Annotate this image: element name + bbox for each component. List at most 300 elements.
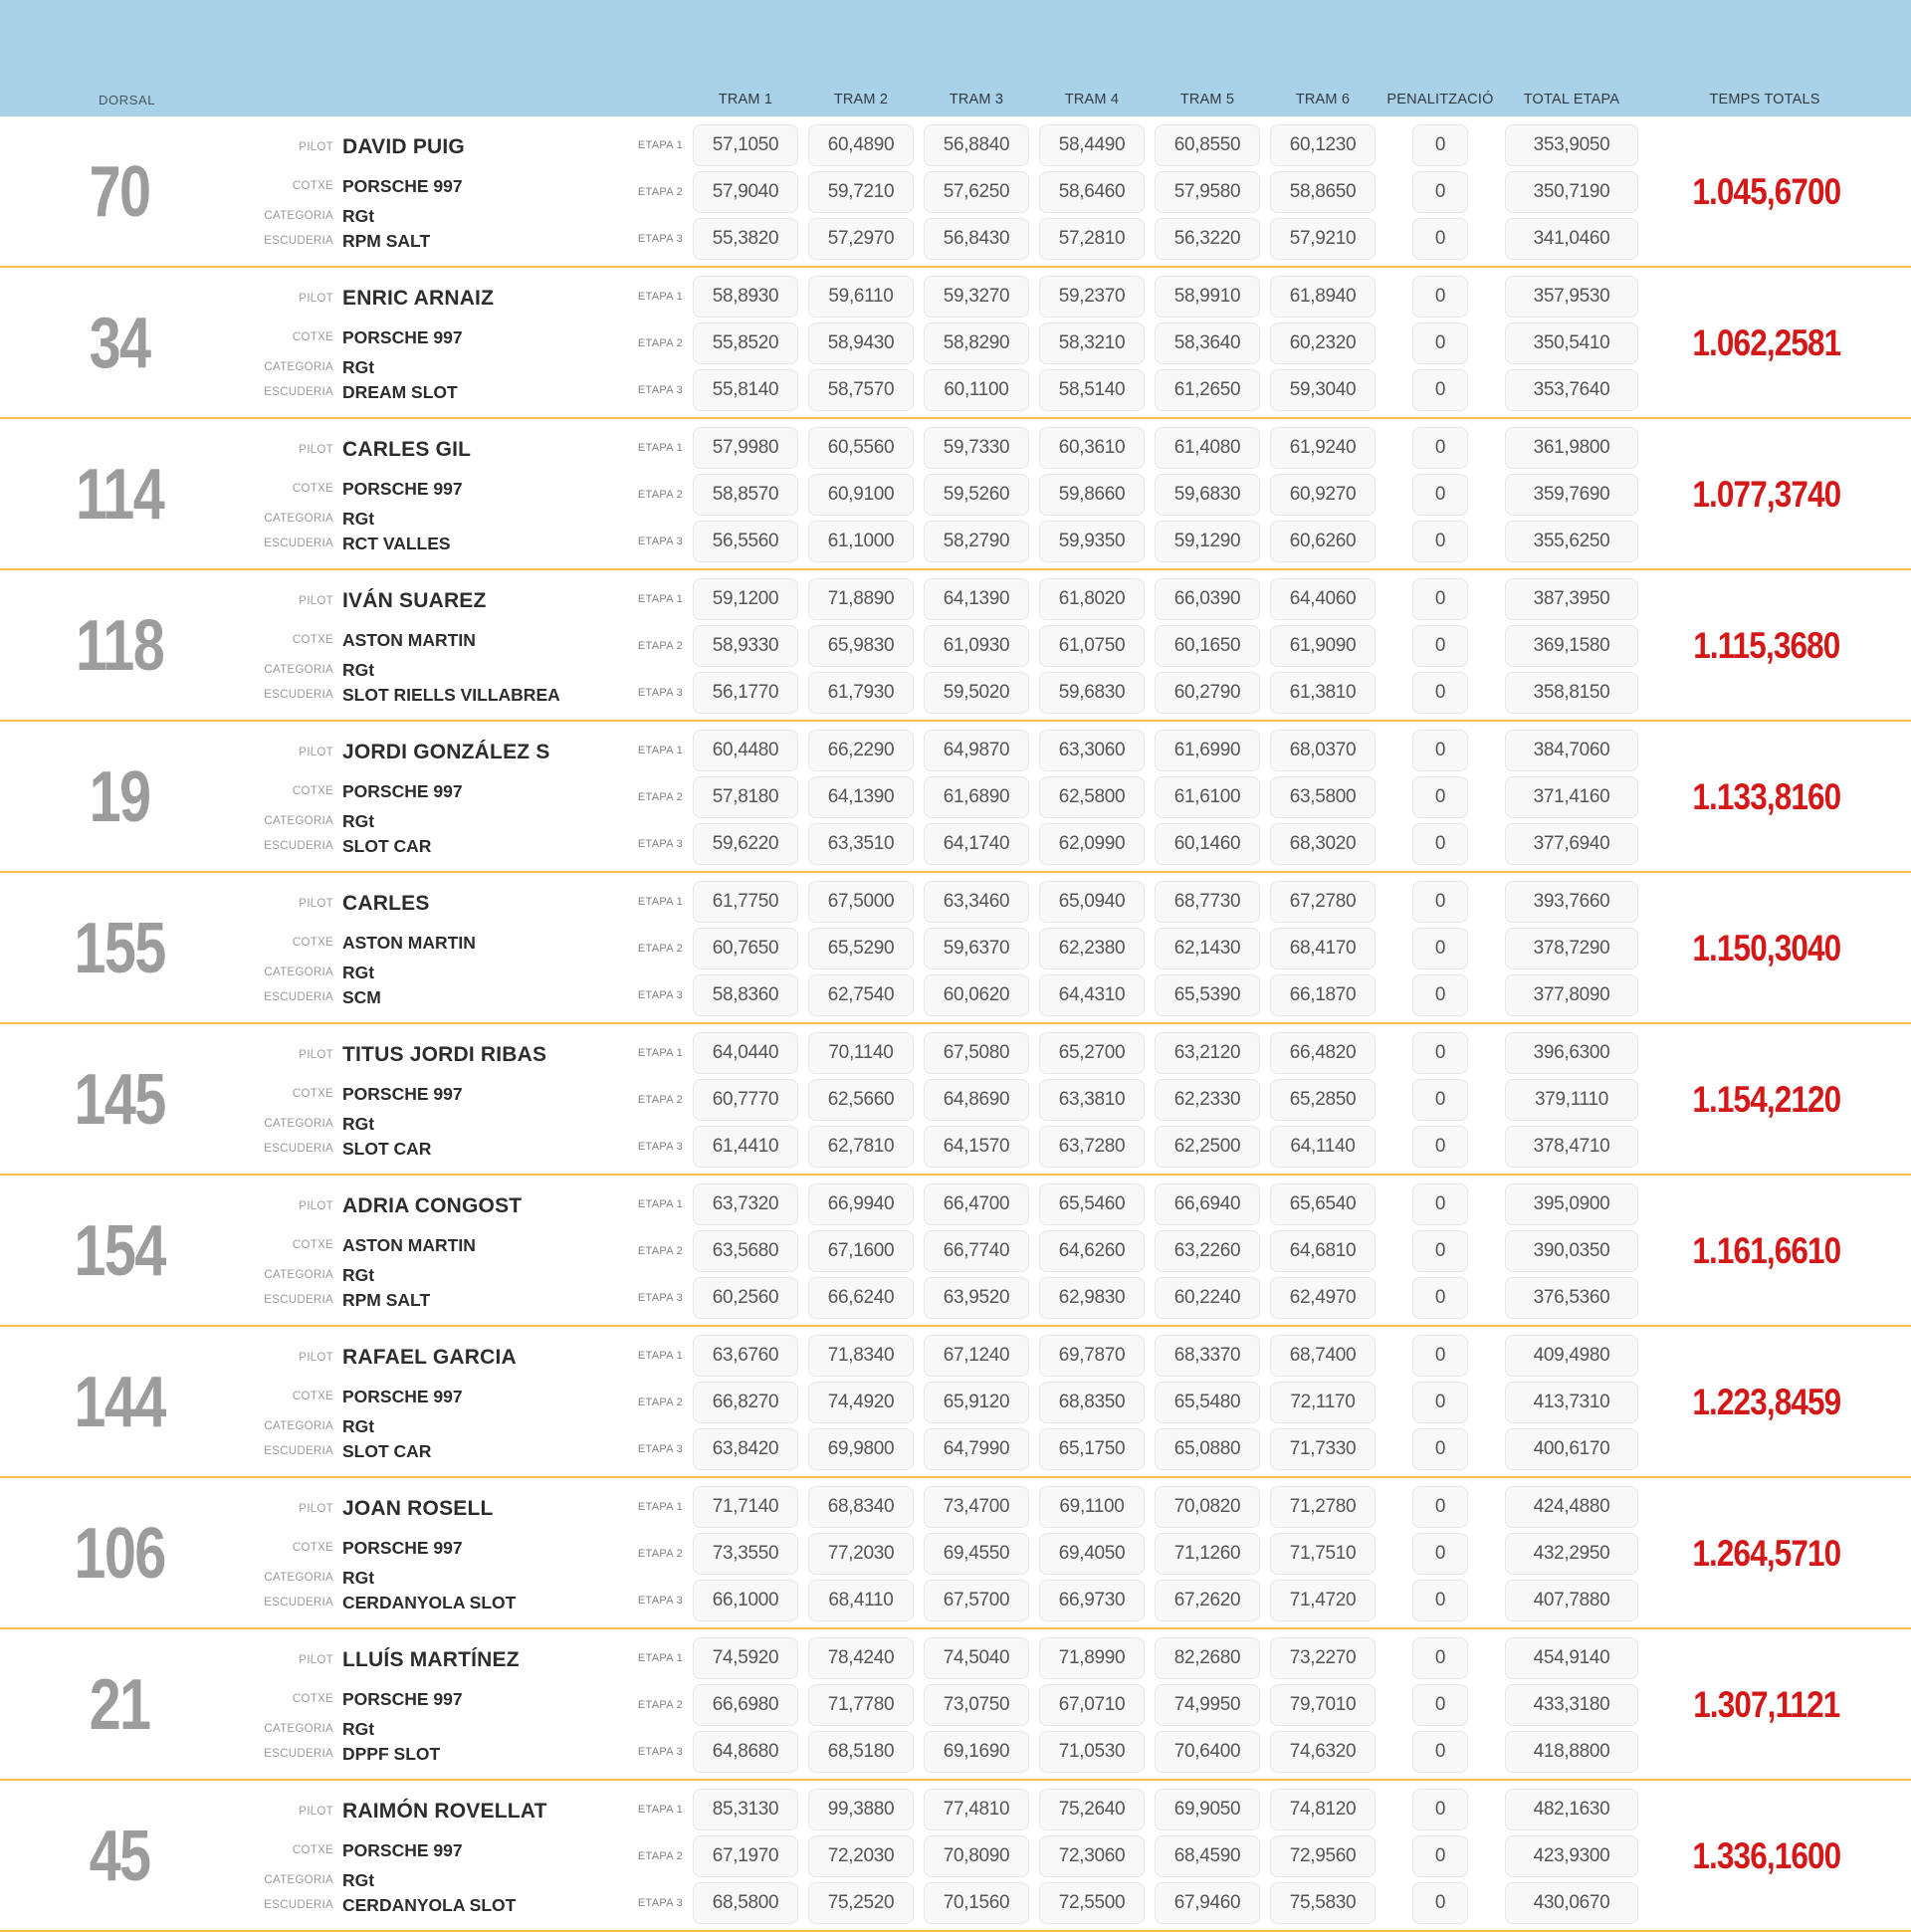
tram-time-cell: 68,7730 bbox=[1155, 881, 1260, 923]
team-name: CERDANYOLA SLOT bbox=[342, 1894, 517, 1915]
etapa-label: ETAPA 2 bbox=[637, 186, 683, 198]
team-name: DPPF SLOT bbox=[342, 1743, 441, 1764]
total-time: 1.161,6610 bbox=[1692, 1230, 1841, 1271]
tram-time-cell: 56,8430 bbox=[924, 218, 1029, 260]
dorsal-number: 106 bbox=[74, 1514, 165, 1594]
tram-time-cell: 64,6810 bbox=[1270, 1230, 1376, 1272]
penalty-cell: 0 bbox=[1412, 1335, 1468, 1377]
tram-time-cell: 55,3820 bbox=[693, 218, 798, 260]
etapa-label: ETAPA 3 bbox=[637, 233, 683, 245]
stage-total-cell: 395,0900 bbox=[1505, 1183, 1638, 1225]
tram-time-cell: 57,1050 bbox=[693, 124, 798, 166]
competitor-row bbox=[0, 419, 1911, 570]
etapa-label: ETAPA 1 bbox=[637, 291, 683, 303]
tram-time-cell: 58,3210 bbox=[1039, 322, 1145, 364]
pilot-label: PILOT bbox=[299, 747, 333, 758]
tram-time-cell: 64,1140 bbox=[1270, 1126, 1376, 1168]
total-time: 1.150,3040 bbox=[1692, 928, 1841, 968]
tram-time-cell: 68,0370 bbox=[1270, 730, 1376, 771]
tram-time-cell: 65,2700 bbox=[1039, 1032, 1145, 1074]
tram-time-cell: 60,9270 bbox=[1270, 474, 1376, 516]
pilot-name: JOAN ROSELL bbox=[342, 1497, 494, 1520]
etapa-label: ETAPA 2 bbox=[637, 489, 683, 501]
tram-time-cell: 71,7510 bbox=[1270, 1533, 1376, 1575]
column-header-tram-2: TRAM 2 bbox=[833, 92, 889, 107]
tram-time-cell: 70,1140 bbox=[808, 1032, 914, 1074]
tram-time-cell: 63,7320 bbox=[693, 1183, 798, 1225]
category-label: CATEGORIA bbox=[264, 1269, 333, 1281]
penalty-cell: 0 bbox=[1412, 928, 1468, 969]
tram-time-cell: 75,5830 bbox=[1270, 1882, 1376, 1924]
car-name: ASTON MARTIN bbox=[342, 932, 476, 953]
stage-total-cell: 369,1580 bbox=[1505, 625, 1638, 667]
penalty-cell: 0 bbox=[1412, 1637, 1468, 1679]
team-label: ESCUDERIA bbox=[264, 991, 333, 1003]
etapa-label: ETAPA 1 bbox=[637, 1350, 683, 1362]
column-header-tram-5: TRAM 5 bbox=[1179, 92, 1235, 107]
team-label: ESCUDERIA bbox=[264, 537, 333, 549]
team-label: ESCUDERIA bbox=[264, 1445, 333, 1457]
pilot-name: RAIMÓN ROVELLAT bbox=[342, 1800, 547, 1823]
etapa-label: ETAPA 1 bbox=[637, 442, 683, 454]
tram-time-cell: 58,4490 bbox=[1039, 124, 1145, 166]
tram-time-cell: 63,5680 bbox=[693, 1230, 798, 1272]
penalty-cell: 0 bbox=[1412, 1126, 1468, 1168]
stage-total-cell: 393,7660 bbox=[1505, 881, 1638, 923]
tram-time-cell: 59,8660 bbox=[1039, 474, 1145, 516]
team-label: ESCUDERIA bbox=[264, 1899, 333, 1911]
penalty-cell: 0 bbox=[1412, 1428, 1468, 1470]
tram-time-cell: 70,1560 bbox=[924, 1882, 1029, 1924]
stage-total-cell: 350,5410 bbox=[1505, 322, 1638, 364]
category-name: RGt bbox=[342, 356, 375, 377]
stage-total-cell: 377,8090 bbox=[1505, 974, 1638, 1016]
tram-time-cell: 67,9460 bbox=[1155, 1882, 1260, 1924]
team-label: ESCUDERIA bbox=[264, 1143, 333, 1155]
pilot-name: ENRIC ARNAIZ bbox=[342, 287, 495, 310]
penalty-cell: 0 bbox=[1412, 1731, 1468, 1773]
dorsal-number: 144 bbox=[74, 1363, 165, 1442]
tram-time-cell: 59,5020 bbox=[924, 672, 1029, 714]
stage-total-cell: 355,6250 bbox=[1505, 521, 1638, 562]
competitor-row bbox=[0, 1327, 1911, 1478]
competitor-row bbox=[0, 1176, 1911, 1327]
category-label: CATEGORIA bbox=[264, 966, 333, 978]
tram-time-cell: 60,7650 bbox=[693, 928, 798, 969]
tram-time-cell: 57,6250 bbox=[924, 171, 1029, 213]
competitor-info bbox=[249, 730, 601, 865]
tram-time-cell: 75,2640 bbox=[1039, 1789, 1145, 1830]
team-name: RPM SALT bbox=[342, 1289, 431, 1310]
stage-total-cell: 387,3950 bbox=[1505, 578, 1638, 620]
tram-time-cell: 61,9090 bbox=[1270, 625, 1376, 667]
tram-time-cell: 60,7770 bbox=[693, 1079, 798, 1121]
stage-total-cell: 418,8800 bbox=[1505, 1731, 1638, 1773]
tram-time-cell: 65,0940 bbox=[1039, 881, 1145, 923]
tram-time-cell: 59,7210 bbox=[808, 171, 914, 213]
car-name: PORSCHE 997 bbox=[342, 1386, 463, 1406]
tram-time-cell: 60,1460 bbox=[1155, 823, 1260, 865]
tram-time-cell: 56,3220 bbox=[1155, 218, 1260, 260]
tram-time-cell: 59,3040 bbox=[1270, 369, 1376, 411]
tram-time-cell: 60,2320 bbox=[1270, 322, 1376, 364]
tram-time-cell: 61,6990 bbox=[1155, 730, 1260, 771]
tram-time-cell: 56,1770 bbox=[693, 672, 798, 714]
tram-time-cell: 57,9580 bbox=[1155, 171, 1260, 213]
column-header-total-etapa: TOTAL ETAPA bbox=[1523, 92, 1620, 107]
tram-time-cell: 70,0820 bbox=[1155, 1486, 1260, 1528]
car-label: COTXE bbox=[292, 1693, 333, 1705]
tram-time-cell: 62,0990 bbox=[1039, 823, 1145, 865]
stage-total-cell: 413,7310 bbox=[1505, 1382, 1638, 1423]
total-time: 1.264,5710 bbox=[1692, 1533, 1841, 1574]
tram-time-cell: 58,9910 bbox=[1155, 276, 1260, 318]
tram-time-cell: 58,8650 bbox=[1270, 171, 1376, 213]
etapa-label: ETAPA 3 bbox=[637, 384, 683, 396]
tram-time-cell: 62,2330 bbox=[1155, 1079, 1260, 1121]
tram-time-cell: 57,9040 bbox=[693, 171, 798, 213]
tram-time-cell: 57,8180 bbox=[693, 776, 798, 818]
penalty-cell: 0 bbox=[1412, 881, 1468, 923]
tram-time-cell: 63,5800 bbox=[1270, 776, 1376, 818]
total-time: 1.115,3680 bbox=[1693, 625, 1840, 666]
tram-time-cell: 67,2780 bbox=[1270, 881, 1376, 923]
tram-time-cell: 60,3610 bbox=[1039, 427, 1145, 469]
car-label: COTXE bbox=[292, 785, 333, 797]
tram-time-cell: 58,8290 bbox=[924, 322, 1029, 364]
penalty-cell: 0 bbox=[1412, 1789, 1468, 1830]
tram-time-cell: 60,4480 bbox=[693, 730, 798, 771]
car-label: COTXE bbox=[292, 1391, 333, 1402]
tram-time-cell: 68,3020 bbox=[1270, 823, 1376, 865]
tram-time-cell: 74,6320 bbox=[1270, 1731, 1376, 1773]
car-label: COTXE bbox=[292, 1542, 333, 1554]
competitor-info bbox=[249, 1789, 601, 1924]
tram-time-cell: 58,6460 bbox=[1039, 171, 1145, 213]
etapa-label: ETAPA 1 bbox=[637, 1652, 683, 1664]
tram-time-cell: 74,8120 bbox=[1270, 1789, 1376, 1830]
tram-time-cell: 58,8570 bbox=[693, 474, 798, 516]
tram-time-cell: 64,8680 bbox=[693, 1731, 798, 1773]
tram-time-cell: 64,1390 bbox=[924, 578, 1029, 620]
car-label: COTXE bbox=[292, 483, 333, 495]
stage-total-cell: 424,4880 bbox=[1505, 1486, 1638, 1528]
category-name: RGt bbox=[342, 508, 375, 529]
tram-time-cell: 72,5500 bbox=[1039, 1882, 1145, 1924]
competitor-row bbox=[0, 1024, 1911, 1176]
tram-time-cell: 56,5560 bbox=[693, 521, 798, 562]
etapa-label: ETAPA 1 bbox=[637, 1501, 683, 1513]
car-label: COTXE bbox=[292, 1844, 333, 1856]
tram-time-cell: 58,8930 bbox=[693, 276, 798, 318]
tram-time-cell: 69,9800 bbox=[808, 1428, 914, 1470]
tram-time-cell: 64,4060 bbox=[1270, 578, 1376, 620]
category-name: RGt bbox=[342, 659, 375, 680]
tram-time-cell: 65,6540 bbox=[1270, 1183, 1376, 1225]
competitor-info bbox=[249, 1637, 601, 1773]
tram-time-cell: 71,2780 bbox=[1270, 1486, 1376, 1528]
tram-time-cell: 61,8940 bbox=[1270, 276, 1376, 318]
car-name: PORSCHE 997 bbox=[342, 478, 463, 499]
penalty-cell: 0 bbox=[1412, 521, 1468, 562]
tram-time-cell: 59,9350 bbox=[1039, 521, 1145, 562]
dorsal-number: 118 bbox=[75, 606, 164, 686]
stage-total-cell: 353,7640 bbox=[1505, 369, 1638, 411]
tram-time-cell: 68,8350 bbox=[1039, 1382, 1145, 1423]
stage-total-cell: 376,5360 bbox=[1505, 1277, 1638, 1319]
tram-time-cell: 71,8340 bbox=[808, 1335, 914, 1377]
tram-time-cell: 61,4080 bbox=[1155, 427, 1260, 469]
etapa-label: ETAPA 2 bbox=[637, 1699, 683, 1711]
tram-time-cell: 65,5480 bbox=[1155, 1382, 1260, 1423]
tram-time-cell: 67,1970 bbox=[693, 1835, 798, 1877]
total-time: 1.223,8459 bbox=[1692, 1382, 1841, 1422]
tram-time-cell: 59,6220 bbox=[693, 823, 798, 865]
tram-time-cell: 60,5560 bbox=[808, 427, 914, 469]
car-name: PORSCHE 997 bbox=[342, 1839, 463, 1860]
tram-time-cell: 60,1230 bbox=[1270, 124, 1376, 166]
car-name: PORSCHE 997 bbox=[342, 326, 463, 347]
tram-time-cell: 60,8550 bbox=[1155, 124, 1260, 166]
car-label: COTXE bbox=[292, 937, 333, 949]
tram-time-cell: 73,4700 bbox=[924, 1486, 1029, 1528]
tram-time-cell: 60,6260 bbox=[1270, 521, 1376, 562]
tram-time-cell: 75,2520 bbox=[808, 1882, 914, 1924]
etapa-label: ETAPA 2 bbox=[637, 1094, 683, 1106]
tram-time-cell: 68,3370 bbox=[1155, 1335, 1260, 1377]
car-label: COTXE bbox=[292, 331, 333, 343]
tram-time-cell: 61,2650 bbox=[1155, 369, 1260, 411]
category-label: CATEGORIA bbox=[264, 361, 333, 373]
team-label: ESCUDERIA bbox=[264, 1294, 333, 1306]
tram-time-cell: 65,0880 bbox=[1155, 1428, 1260, 1470]
competitor-info bbox=[249, 427, 601, 562]
tram-time-cell: 66,9730 bbox=[1039, 1580, 1145, 1621]
penalty-cell: 0 bbox=[1412, 1183, 1468, 1225]
pilot-name: LLUÍS MARTÍNEZ bbox=[342, 1648, 520, 1671]
etapa-label: ETAPA 2 bbox=[637, 1548, 683, 1560]
competitor-row bbox=[0, 1629, 1911, 1781]
tram-time-cell: 64,1390 bbox=[808, 776, 914, 818]
tram-time-cell: 73,3550 bbox=[693, 1533, 798, 1575]
penalty-cell: 0 bbox=[1412, 1533, 1468, 1575]
pilot-name: ADRIA CONGOST bbox=[342, 1194, 523, 1217]
car-label: COTXE bbox=[292, 1239, 333, 1251]
tram-time-cell: 55,8520 bbox=[693, 322, 798, 364]
tram-time-cell: 71,7330 bbox=[1270, 1428, 1376, 1470]
tram-time-cell: 62,7810 bbox=[808, 1126, 914, 1168]
tram-time-cell: 67,1240 bbox=[924, 1335, 1029, 1377]
tram-time-cell: 61,6100 bbox=[1155, 776, 1260, 818]
pilot-name: IVÁN SUAREZ bbox=[342, 589, 487, 612]
stage-total-cell: 482,1630 bbox=[1505, 1789, 1638, 1830]
tram-time-cell: 63,3460 bbox=[924, 881, 1029, 923]
tram-time-cell: 68,7400 bbox=[1270, 1335, 1376, 1377]
tram-time-cell: 60,2240 bbox=[1155, 1277, 1260, 1319]
tram-time-cell: 60,9100 bbox=[808, 474, 914, 516]
tram-time-cell: 71,8990 bbox=[1039, 1637, 1145, 1679]
tram-time-cell: 68,5180 bbox=[808, 1731, 914, 1773]
car-name: PORSCHE 997 bbox=[342, 175, 463, 196]
tram-time-cell: 70,8090 bbox=[924, 1835, 1029, 1877]
penalty-cell: 0 bbox=[1412, 1882, 1468, 1924]
pilot-name: DAVID PUIG bbox=[342, 135, 465, 158]
penalty-cell: 0 bbox=[1412, 322, 1468, 364]
tram-time-cell: 72,9560 bbox=[1270, 1835, 1376, 1877]
tram-time-cell: 66,2290 bbox=[808, 730, 914, 771]
tram-time-cell: 66,9940 bbox=[808, 1183, 914, 1225]
tram-time-cell: 69,9050 bbox=[1155, 1789, 1260, 1830]
tram-time-cell: 67,5000 bbox=[808, 881, 914, 923]
etapa-label: ETAPA 2 bbox=[637, 640, 683, 652]
competitor-info bbox=[249, 578, 601, 714]
tram-time-cell: 66,4820 bbox=[1270, 1032, 1376, 1074]
tram-time-cell: 71,1260 bbox=[1155, 1533, 1260, 1575]
stage-total-cell: 409,4980 bbox=[1505, 1335, 1638, 1377]
tram-time-cell: 61,1000 bbox=[808, 521, 914, 562]
tram-time-cell: 65,9830 bbox=[808, 625, 914, 667]
car-name: ASTON MARTIN bbox=[342, 629, 476, 650]
dorsal-number: 70 bbox=[89, 152, 150, 232]
tram-time-cell: 71,0530 bbox=[1039, 1731, 1145, 1773]
tram-time-cell: 67,1600 bbox=[808, 1230, 914, 1272]
penalty-cell: 0 bbox=[1412, 823, 1468, 865]
tram-time-cell: 65,5390 bbox=[1155, 974, 1260, 1016]
tram-time-cell: 61,3810 bbox=[1270, 672, 1376, 714]
pilot-label: PILOT bbox=[299, 1654, 333, 1666]
penalty-cell: 0 bbox=[1412, 974, 1468, 1016]
tram-time-cell: 85,3130 bbox=[693, 1789, 798, 1830]
tram-time-cell: 63,9520 bbox=[924, 1277, 1029, 1319]
team-name: SLOT RIELLS VILLABREA bbox=[342, 684, 560, 705]
tram-time-cell: 58,7570 bbox=[808, 369, 914, 411]
column-header-temps-totals: TEMPS TOTALS bbox=[1709, 92, 1820, 107]
results-table bbox=[0, 116, 1911, 1932]
tram-time-cell: 64,7990 bbox=[924, 1428, 1029, 1470]
category-name: RGt bbox=[342, 962, 375, 982]
stage-total-cell: 432,2950 bbox=[1505, 1533, 1638, 1575]
tram-time-cell: 61,0930 bbox=[924, 625, 1029, 667]
penalty-cell: 0 bbox=[1412, 1580, 1468, 1621]
results-header bbox=[0, 0, 1911, 116]
tram-time-cell: 77,2030 bbox=[808, 1533, 914, 1575]
pilot-label: PILOT bbox=[299, 898, 333, 910]
tram-time-cell: 61,7930 bbox=[808, 672, 914, 714]
car-name: PORSCHE 997 bbox=[342, 1537, 463, 1558]
tram-time-cell: 65,1750 bbox=[1039, 1428, 1145, 1470]
tram-time-cell: 56,8840 bbox=[924, 124, 1029, 166]
total-time: 1.133,8160 bbox=[1692, 776, 1841, 817]
tram-time-cell: 62,5660 bbox=[808, 1079, 914, 1121]
tram-time-cell: 62,4970 bbox=[1270, 1277, 1376, 1319]
tram-time-cell: 65,9120 bbox=[924, 1382, 1029, 1423]
dorsal-number: 45 bbox=[89, 1817, 150, 1896]
tram-time-cell: 72,3060 bbox=[1039, 1835, 1145, 1877]
etapa-label: ETAPA 1 bbox=[637, 139, 683, 151]
tram-time-cell: 62,1430 bbox=[1155, 928, 1260, 969]
tram-time-cell: 65,2850 bbox=[1270, 1079, 1376, 1121]
stage-total-cell: 407,7880 bbox=[1505, 1580, 1638, 1621]
tram-time-cell: 64,4310 bbox=[1039, 974, 1145, 1016]
competitor-info bbox=[249, 881, 601, 1016]
tram-time-cell: 67,0710 bbox=[1039, 1684, 1145, 1726]
tram-time-cell: 58,2790 bbox=[924, 521, 1029, 562]
tram-time-cell: 66,6940 bbox=[1155, 1183, 1260, 1225]
tram-time-cell: 59,1290 bbox=[1155, 521, 1260, 562]
tram-time-cell: 69,4550 bbox=[924, 1533, 1029, 1575]
tram-time-cell: 60,1650 bbox=[1155, 625, 1260, 667]
category-label: CATEGORIA bbox=[264, 815, 333, 827]
team-label: ESCUDERIA bbox=[264, 1597, 333, 1609]
etapa-label: ETAPA 3 bbox=[637, 1443, 683, 1455]
tram-time-cell: 65,5290 bbox=[808, 928, 914, 969]
tram-time-cell: 59,6830 bbox=[1155, 474, 1260, 516]
tram-time-cell: 62,5800 bbox=[1039, 776, 1145, 818]
penalty-cell: 0 bbox=[1412, 776, 1468, 818]
competitor-info bbox=[249, 276, 601, 411]
tram-time-cell: 77,4810 bbox=[924, 1789, 1029, 1830]
tram-time-cell: 65,5460 bbox=[1039, 1183, 1145, 1225]
category-label: CATEGORIA bbox=[264, 513, 333, 525]
competitor-row bbox=[0, 1478, 1911, 1629]
category-name: RGt bbox=[342, 1113, 375, 1134]
tram-time-cell: 57,9210 bbox=[1270, 218, 1376, 260]
category-label: CATEGORIA bbox=[264, 1874, 333, 1886]
pilot-name: CARLES GIL bbox=[342, 438, 472, 461]
total-time: 1.062,2581 bbox=[1692, 322, 1841, 363]
total-time: 1.336,1600 bbox=[1692, 1835, 1841, 1876]
tram-time-cell: 62,2500 bbox=[1155, 1126, 1260, 1168]
pilot-label: PILOT bbox=[299, 444, 333, 456]
competitor-row bbox=[0, 268, 1911, 419]
penalty-cell: 0 bbox=[1412, 672, 1468, 714]
competitor-info bbox=[249, 1335, 601, 1470]
category-label: CATEGORIA bbox=[264, 1572, 333, 1584]
tram-time-cell: 59,7330 bbox=[924, 427, 1029, 469]
tram-time-cell: 67,5080 bbox=[924, 1032, 1029, 1074]
dorsal-number: 34 bbox=[89, 304, 150, 383]
etapa-label: ETAPA 1 bbox=[637, 745, 683, 756]
etapa-label: ETAPA 1 bbox=[637, 1198, 683, 1210]
tram-time-cell: 61,0750 bbox=[1039, 625, 1145, 667]
category-label: CATEGORIA bbox=[264, 1420, 333, 1432]
tram-time-cell: 82,2680 bbox=[1155, 1637, 1260, 1679]
tram-time-cell: 69,7870 bbox=[1039, 1335, 1145, 1377]
etapa-label: ETAPA 3 bbox=[637, 1746, 683, 1758]
total-time: 1.307,1121 bbox=[1693, 1684, 1840, 1725]
pilot-name: CARLES bbox=[342, 892, 430, 915]
tram-time-cell: 66,8270 bbox=[693, 1382, 798, 1423]
etapa-label: ETAPA 3 bbox=[637, 1595, 683, 1607]
stage-total-cell: 400,6170 bbox=[1505, 1428, 1638, 1470]
tram-time-cell: 78,4240 bbox=[808, 1637, 914, 1679]
tram-time-cell: 60,4890 bbox=[808, 124, 914, 166]
tram-time-cell: 64,9870 bbox=[924, 730, 1029, 771]
tram-time-cell: 61,8020 bbox=[1039, 578, 1145, 620]
stage-total-cell: 423,9300 bbox=[1505, 1835, 1638, 1877]
team-name: CERDANYOLA SLOT bbox=[342, 1592, 517, 1612]
car-label: COTXE bbox=[292, 634, 333, 646]
team-label: ESCUDERIA bbox=[264, 386, 333, 398]
etapa-label: ETAPA 3 bbox=[637, 1897, 683, 1909]
tram-time-cell: 62,2380 bbox=[1039, 928, 1145, 969]
stage-total-cell: 371,4160 bbox=[1505, 776, 1638, 818]
penalty-cell: 0 bbox=[1412, 730, 1468, 771]
column-header-dorsal: DORSAL bbox=[99, 93, 156, 107]
tram-time-cell: 66,4700 bbox=[924, 1183, 1029, 1225]
stage-total-cell: 353,9050 bbox=[1505, 124, 1638, 166]
tram-time-cell: 59,6370 bbox=[924, 928, 1029, 969]
